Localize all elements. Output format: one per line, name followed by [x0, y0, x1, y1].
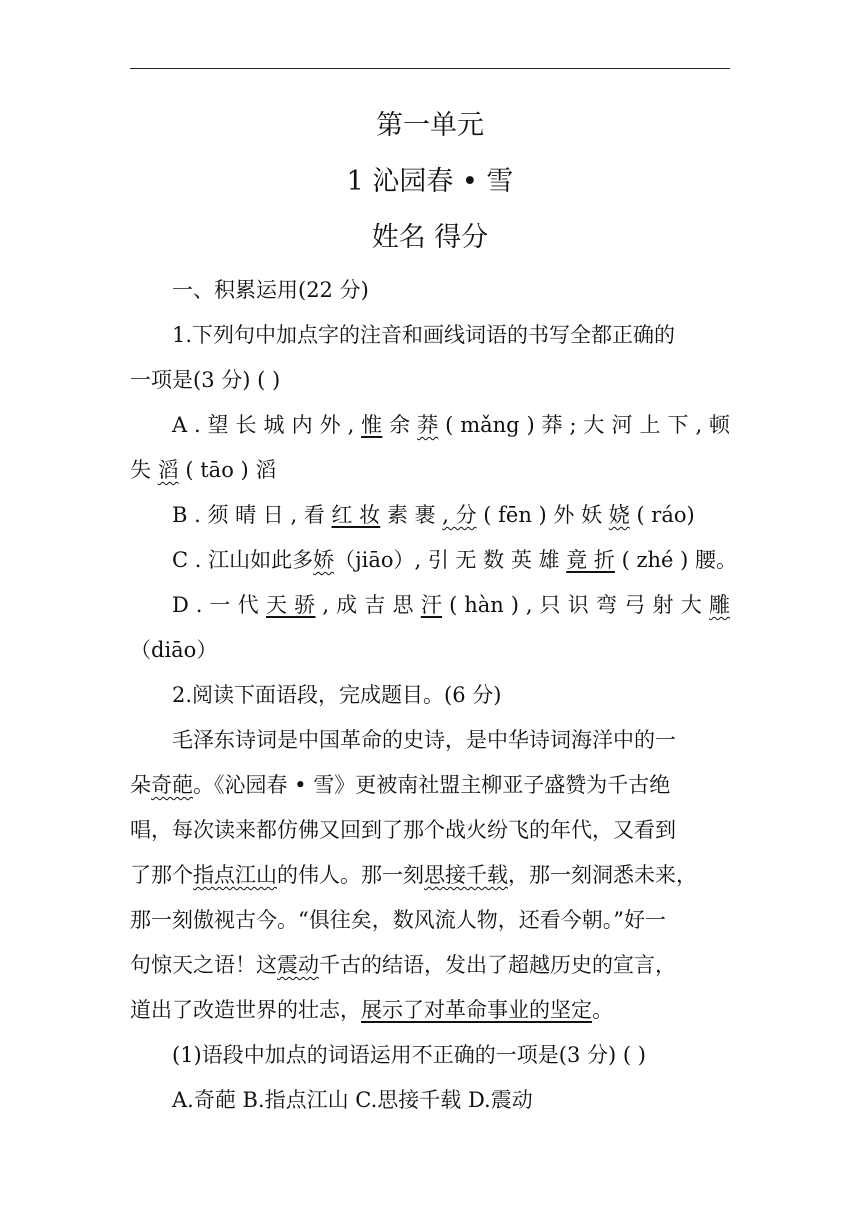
text-run: 句惊天之语！这: [130, 953, 277, 977]
text-run: ( tāo ) 滔: [178, 458, 277, 482]
text-run: 。: [592, 998, 613, 1022]
dotted-char: 滔: [157, 458, 179, 482]
lesson-title: 1 沁园春 • 雪: [346, 166, 514, 197]
text-run: ，那一刻洞悉未来，: [508, 863, 697, 887]
text-run: D . 一 代: [172, 593, 266, 617]
q1-stem-line2: 一项是(3 分) ( ): [130, 368, 281, 392]
dotted-word: 震动: [277, 953, 319, 977]
name-score-line: 姓名 得分: [371, 222, 489, 253]
text-run: B . 须 晴 日 , 看: [172, 503, 332, 527]
passage-line-3: 唱，每次读来都仿佛又回到了那个战火纷飞的年代，又看到: [130, 818, 676, 842]
passage-line-6: [130, 943, 730, 988]
underlined-word: 天 骄: [265, 593, 316, 617]
text-run: ( fēn ) 外 妖: [476, 503, 609, 527]
q2-stem: 2.阅读下面语段，完成题目。(6 分): [172, 683, 502, 707]
text-run: 千古的结语，发出了超越历史的宣言，: [319, 953, 676, 977]
passage-line-5: 那一刻傲视古今。“俱往矣，数风流人物，还看今朝。”好一: [130, 908, 666, 932]
q1-stem-line1: 1.下列句中加点字的注音和画线词语的书写全都正确的: [172, 323, 676, 347]
underlined-word: 惟: [361, 413, 383, 437]
q1-option-d-line1: [130, 583, 730, 628]
underlined-word: 竟 折: [566, 548, 615, 572]
text-run: 的伟人。那一刻: [277, 863, 424, 887]
text-run: 余: [382, 413, 418, 437]
dotted-char: 雕: [709, 593, 731, 617]
section-heading: 一、积累运用(22 分): [172, 278, 369, 302]
dotted-char: 娆: [608, 503, 630, 527]
passage-line-4: [130, 853, 730, 898]
text-run: , 成 吉 思: [315, 593, 421, 617]
dotted-word: 思接千载: [424, 863, 508, 887]
q2-sub1-stem: (1)语段中加点的词语运用不正确的一项是(3 分) ( ): [172, 1043, 646, 1067]
text-run: A . 望 长 城 内 外 ,: [172, 413, 362, 437]
text-run: 朵: [130, 773, 151, 797]
dotted-char: 莽: [417, 413, 439, 437]
underlined-phrase: 展示了对革命事业的坚定: [361, 998, 592, 1022]
text-run: ( hàn ) , 只 识 弯 弓 射 大: [442, 593, 710, 617]
text-run: 失: [130, 458, 158, 482]
q1-option-b: [130, 493, 730, 538]
text-run: C . 江山如此多: [172, 548, 314, 572]
q1-option-a-line1: [130, 403, 730, 448]
text-run: 。《沁园春 • 雪》更被南社盟主柳亚子盛赞为千古绝: [193, 773, 671, 797]
passage-line-2: [130, 763, 730, 808]
q1-option-a-line2: [130, 448, 730, 493]
text-run: ( zhé ) 腰。: [614, 548, 738, 572]
q1-option-c: [130, 538, 738, 583]
text-run: 了那个: [130, 863, 193, 887]
unit-title: 第一单元: [376, 110, 484, 141]
passage-line-7: [130, 988, 730, 1033]
underlined-word: 红 妆: [331, 503, 381, 527]
dotted-word: 奇葩: [151, 773, 193, 797]
q1-option-d-line2: （diāo）: [130, 638, 218, 662]
top-rule: [130, 68, 730, 69]
text-run: （jiāo）, 引 无 数 英 雄: [334, 548, 567, 572]
dotted-word: 指点江山: [193, 863, 277, 887]
q2-sub1-options: A.奇葩 B.指点江山 C.思接千载 D.震动: [172, 1088, 533, 1112]
dotted-char: , 分: [442, 503, 477, 527]
text-run: ( ráo): [629, 503, 695, 527]
text-run: 道出了改造世界的壮志，: [130, 998, 361, 1022]
dotted-char: 汗: [420, 593, 443, 617]
text-run: 素 裹: [380, 503, 443, 527]
worksheet-page: [130, 98, 738, 1123]
dotted-char: 娇: [313, 548, 335, 572]
text-run: ( mǎng ) 莽 ; 大 河 上 下 , 顿: [438, 413, 730, 437]
passage-line-1: 毛泽东诗词是中国革命的史诗，是中华诗词海洋中的一: [172, 728, 676, 752]
